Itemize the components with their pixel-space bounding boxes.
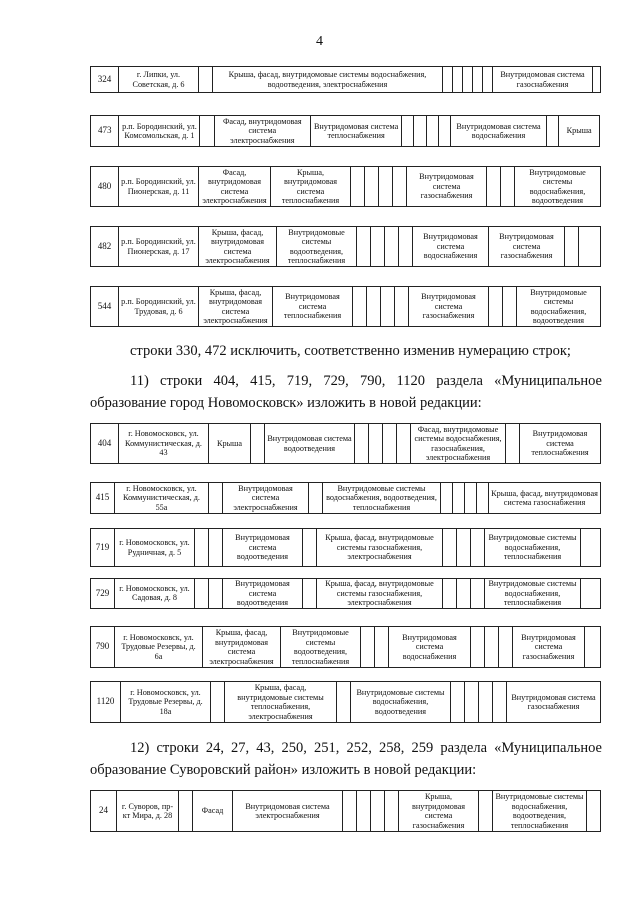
row-cell: Крыша, фасад, внутридомовые системы газоснабжения, электроснабжения — [317, 579, 443, 609]
table-row — [90, 66, 601, 93]
row-address: г. Липки, ул. Советская, д. 6 — [119, 67, 199, 93]
row-cell — [361, 627, 375, 668]
row-cell: Крыша, фасад, внутридомовая система электроснабжения — [203, 627, 281, 668]
row-cell: Внутридомовые системы водоснабжения, теплоснабжения — [485, 529, 581, 567]
row-cell: Крыша, внутридомовая система газоснабжения — [399, 791, 479, 832]
row-cell: Внутридомовые системы водоснабжения, водоотведения — [517, 287, 601, 327]
row-cell — [547, 116, 559, 147]
row-number: 404 — [91, 424, 119, 464]
table-row — [90, 681, 601, 723]
row-cell — [453, 67, 463, 93]
row-address: р.п. Бородинский, ул. Пионерская, д. 11 — [119, 167, 199, 207]
row-cell — [485, 627, 499, 668]
row-cell: Крыша, фасад, внутридомовая система газоснабжения — [489, 483, 601, 514]
row-number: 473 — [91, 116, 119, 147]
table-row — [90, 790, 601, 832]
row-address: г. Новомосковск, ул. Коммунистическая, д. 43 — [119, 424, 209, 464]
row-cell — [303, 579, 317, 609]
row-cell — [383, 424, 397, 464]
row-address: г. Новомосковск, ул. Садовая, д. 8 — [115, 579, 195, 609]
row-cell: Внутридомовая система газоснабжения — [407, 167, 487, 207]
row-cell — [379, 167, 393, 207]
row-cell — [365, 167, 379, 207]
row-cell — [593, 67, 601, 93]
row-cell — [565, 227, 579, 267]
row-cell — [501, 167, 515, 207]
table-row — [90, 578, 601, 609]
row-cell: Фасад, внутридомовая система электроснабжения — [199, 167, 271, 207]
table-row — [90, 528, 601, 567]
row-cell: Внутридомовая система водоснабжения — [413, 227, 489, 267]
row-cell — [487, 167, 501, 207]
row-cell: Внутридомовая система водоотведения — [223, 579, 303, 609]
row-cell — [369, 424, 383, 464]
row-cell: Фасад — [193, 791, 233, 832]
row-cell: Крыша, фасад, внутридомовые системы газоснабжения, электроснабжения — [317, 529, 443, 567]
row-cell — [499, 627, 513, 668]
table-row — [90, 482, 601, 514]
row-cell: Внутридомовая система водоотведения — [223, 529, 303, 567]
row-cell — [367, 287, 381, 327]
row-cell — [303, 529, 317, 567]
row-cell — [195, 579, 209, 609]
row-cell — [471, 529, 485, 567]
row-cell — [479, 682, 493, 723]
row-address: г. Новомосковск, ул. Трудовые Резервы, д. 18а — [121, 682, 211, 723]
row-cell: Внутридомовая система теплоснабжения — [310, 116, 401, 147]
row-cell: Крыша, фасад, внутридомовые системы теплоснабжения, электроснабжения — [225, 682, 337, 723]
row-cell: Крыша, фасад, внутридомовая система электроснабжения — [199, 287, 273, 327]
row-cell: Внутридомовая система электроснабжения — [233, 791, 343, 832]
row-cell — [381, 287, 395, 327]
row-cell — [357, 227, 371, 267]
row-cell: Внутридомовые системы водоснабжения, водоотведения — [515, 167, 601, 207]
row-cell — [209, 483, 223, 514]
row-cell — [357, 791, 371, 832]
row-number: 415 — [91, 483, 115, 514]
row-address: г. Новомосковск, ул. Коммунистическая, д. 55а — [115, 483, 209, 514]
row-number: 482 — [91, 227, 119, 267]
row-cell — [371, 227, 385, 267]
row-cell — [343, 791, 357, 832]
row-number: 324 — [91, 67, 119, 93]
row-cell: Внутридомовая система водоснабжения — [389, 627, 471, 668]
row-cell: Внутридомовая система газоснабжения — [493, 67, 593, 93]
row-number: 1120 — [91, 682, 121, 723]
row-cell — [426, 116, 438, 147]
row-cell: Внутридомовые системы водоотведения, теплоснабжения — [281, 627, 361, 668]
table-row — [90, 286, 601, 327]
row-address: г. Суворов, пр-кт Мира, д. 28 — [117, 791, 179, 832]
row-cell — [581, 579, 601, 609]
row-address: р.п. Бородинский, ул. Трудовая, д. 6 — [119, 287, 199, 327]
table-row — [90, 226, 601, 267]
row-cell: Внутридомовая система газоснабжения — [489, 227, 565, 267]
row-cell — [399, 227, 413, 267]
row-cell — [443, 579, 457, 609]
row-cell: Внутридомовая система электроснабжения — [223, 483, 309, 514]
row-cell: Внутридомовые системы водоснабжения, водоотведения — [351, 682, 451, 723]
row-cell: Крыша, внутридомовая система теплоснабжения — [271, 167, 351, 207]
row-cell — [587, 791, 601, 832]
row-number: 544 — [91, 287, 119, 327]
row-cell — [443, 529, 457, 567]
table-row — [90, 166, 601, 207]
row-cell — [493, 682, 507, 723]
row-cell — [397, 424, 411, 464]
row-number: 24 — [91, 791, 117, 832]
row-cell: Внутридомовая система газоснабжения — [507, 682, 601, 723]
row-cell — [211, 682, 225, 723]
row-address: г. Новомосковск, ул. Трудовые Резервы, д. 6а — [115, 627, 203, 668]
row-address: р.п. Бородинский, ул. Пионерская, д. 17 — [119, 227, 199, 267]
row-number: 790 — [91, 627, 115, 668]
row-cell: Фасад, внутридомовая система электроснабжения — [214, 116, 310, 147]
row-cell: Внутридомовая система теплоснабжения — [520, 424, 601, 464]
row-cell: Внутридомовые системы водоснабжения, теплоснабжения — [485, 579, 581, 609]
row-cell — [393, 167, 407, 207]
row-cell — [385, 791, 399, 832]
row-cell — [200, 116, 214, 147]
row-cell — [483, 67, 493, 93]
row-number: 719 — [91, 529, 115, 567]
row-cell: Крыша, фасад, внутридомовая система электроснабжения — [199, 227, 277, 267]
row-cell — [489, 287, 503, 327]
table-row — [90, 626, 601, 668]
row-cell: Внутридомовая система водоснабжения — [450, 116, 546, 147]
row-cell — [337, 682, 351, 723]
row-cell — [385, 227, 399, 267]
row-cell — [441, 483, 453, 514]
row-cell — [414, 116, 426, 147]
row-cell — [471, 579, 485, 609]
row-cell — [402, 116, 414, 147]
row-cell: Внутридомовые системы водоснабжения, водоотведения, теплоснабжения — [493, 791, 587, 832]
row-cell — [209, 579, 223, 609]
row-cell — [473, 67, 483, 93]
row-cell — [309, 483, 323, 514]
row-number: 729 — [91, 579, 115, 609]
table-row — [90, 423, 601, 464]
row-number: 480 — [91, 167, 119, 207]
row-cell — [581, 529, 601, 567]
paragraph: 11) строки 404, 415, 719, 729, 790, 1120 раздела «Муниципальное образование город Новомосковск» изложить в новой редакции: — [90, 373, 602, 411]
row-cell — [351, 167, 365, 207]
row-cell: Внутридомовая система газоснабжения — [409, 287, 489, 327]
row-cell: Крыша — [209, 424, 251, 464]
row-cell: Внутридомовые системы водоотведения, теплоснабжения — [277, 227, 357, 267]
row-cell: Крыша — [559, 116, 600, 147]
row-cell — [457, 529, 471, 567]
row-cell — [371, 791, 385, 832]
row-address: г. Новомосковск, ул. Рудничная, д. 5 — [115, 529, 195, 567]
row-cell — [443, 67, 453, 93]
paragraph: строки 330, 472 исключить, соответственно изменив нумерацию строк; — [130, 343, 571, 359]
row-cell — [438, 116, 450, 147]
table-row — [90, 115, 600, 147]
row-cell — [195, 529, 209, 567]
row-cell: Внутридомовая система теплоснабжения — [273, 287, 353, 327]
row-cell — [457, 579, 471, 609]
row-cell — [453, 483, 465, 514]
paragraph: 12) строки 24, 27, 43, 250, 251, 252, 258, 259 раздела «Муниципальное образование Суворовский район» изложить в новой редакции: — [90, 740, 602, 778]
row-cell — [465, 682, 479, 723]
row-cell — [251, 424, 265, 464]
row-cell — [479, 791, 493, 832]
row-cell — [353, 287, 367, 327]
row-cell: Внутридомовая система газоснабжения — [513, 627, 585, 668]
row-cell: Фасад, внутридомовые системы водоснабжения, газоснабжения, электроснабжения — [411, 424, 506, 464]
row-cell — [463, 67, 473, 93]
row-cell: Внутридомовые системы водоснабжения, водоотведения, теплоснабжения — [323, 483, 441, 514]
row-cell — [503, 287, 517, 327]
row-cell — [477, 483, 489, 514]
row-cell — [375, 627, 389, 668]
row-cell — [585, 627, 601, 668]
row-cell: Внутридомовая система водоотведения — [265, 424, 355, 464]
row-address: р.п. Бородинский, ул. Комсомольская, д. 1 — [119, 116, 200, 147]
row-cell — [579, 227, 601, 267]
row-cell — [395, 287, 409, 327]
row-cell — [179, 791, 193, 832]
row-cell — [355, 424, 369, 464]
row-cell — [465, 483, 477, 514]
row-cell: Крыша, фасад, внутридомовые системы водоснабжения, водоотведения, электроснабжения — [213, 67, 443, 93]
row-cell — [471, 627, 485, 668]
row-cell — [451, 682, 465, 723]
row-cell — [506, 424, 520, 464]
row-cell — [209, 529, 223, 567]
row-cell — [199, 67, 213, 93]
page-number: 4 — [316, 34, 323, 49]
